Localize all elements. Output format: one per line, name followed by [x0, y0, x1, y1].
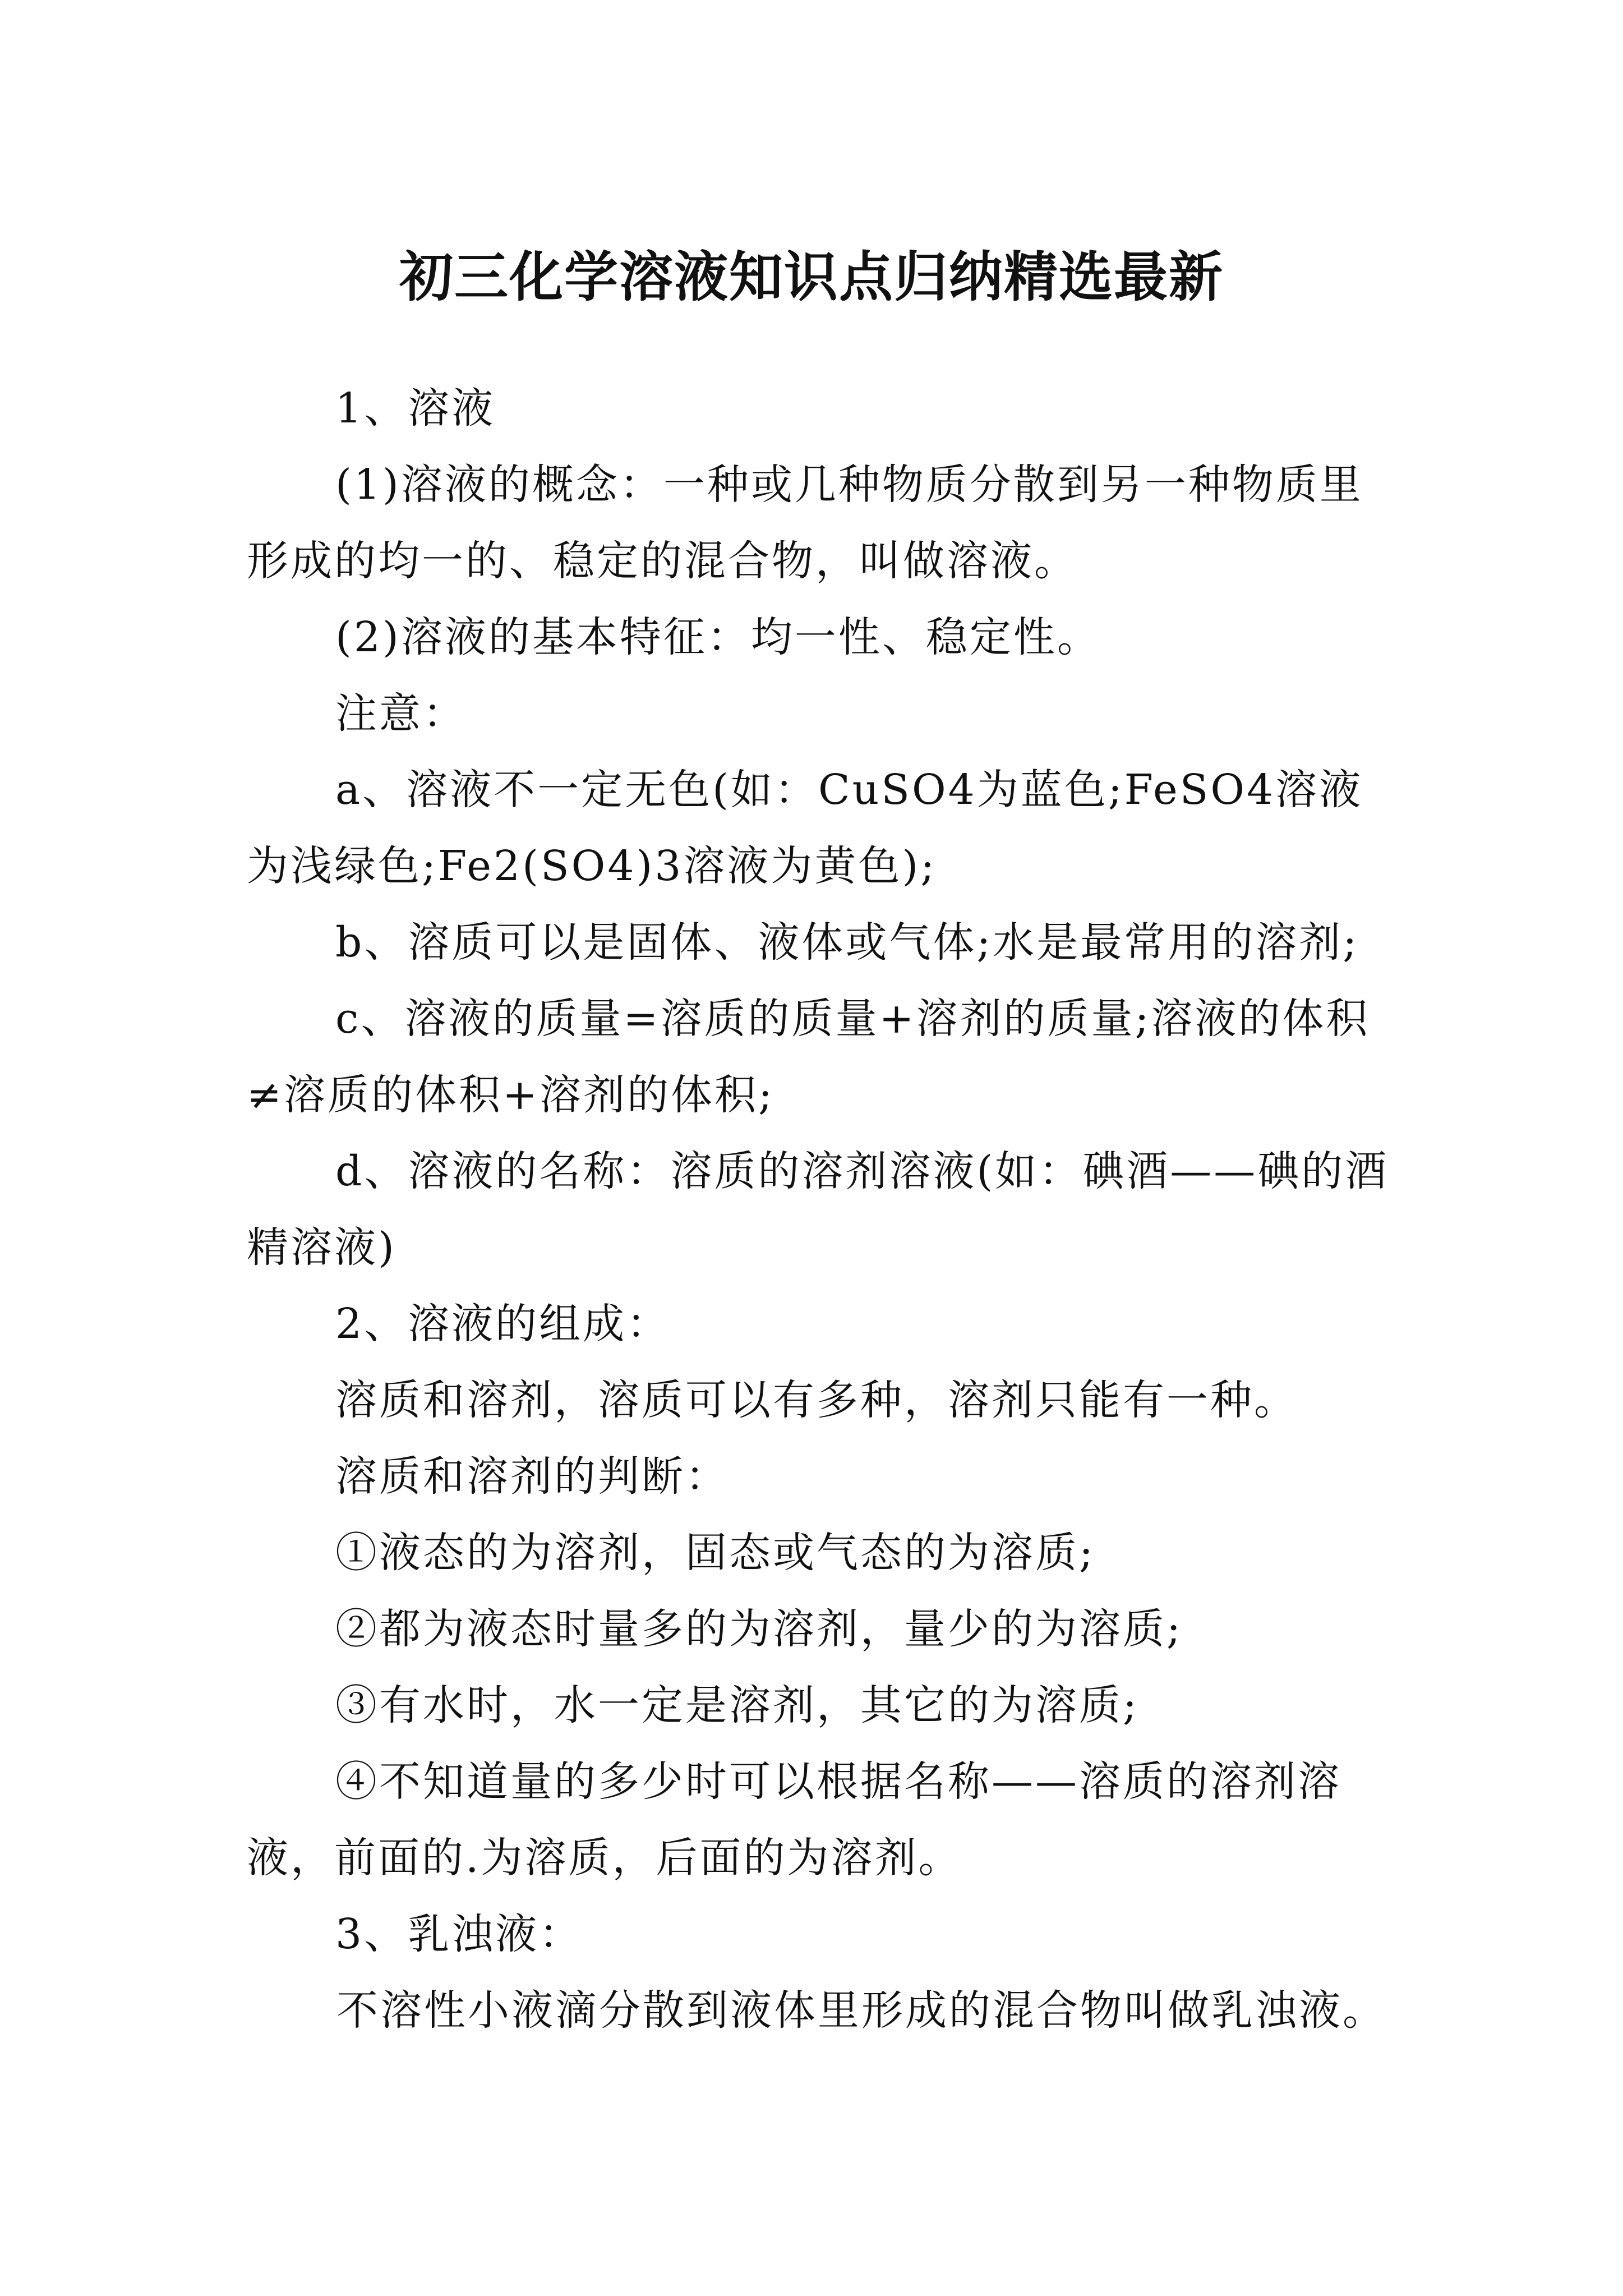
paragraph-note-a: a、溶液不一定无色(如：CuSO4为蓝色;FeSO4溶液为浅绿色;Fe2(SO4)3溶液为黄色);: [247, 766, 1363, 890]
paragraph-solution-features: (2)溶液的基本特征：均一性、稳定性。: [335, 613, 1101, 661]
paragraph-rule-4: ④不知道量的多少时可以根据名称——溶质的溶剂溶液，前面的.为溶质，后面的为溶剂。: [247, 1757, 1341, 1882]
paragraph-note-label: 注意：: [335, 689, 467, 738]
paragraph-heading-3: 3、乳浊液：: [335, 1910, 583, 1958]
paragraph-heading-2: 2、溶液的组成：: [335, 1300, 671, 1348]
paragraph-note-d: d、溶液的名称：溶质的溶剂溶液(如：碘酒——碘的酒精溶液): [247, 1147, 1389, 1272]
paragraph-note-c: c、溶液的质量=溶质的质量+溶剂的质量;溶液的体积≠溶质的体积+溶剂的体积;: [247, 995, 1370, 1119]
paragraph-rule-3: ③有水时，水一定是溶剂，其它的为溶质;: [335, 1681, 1139, 1729]
paragraph-emulsion-definition: 不溶性小液滴分散到液体里形成的混合物叫做乳浊液。: [336, 1986, 1386, 2035]
paragraph-note-b: b、溶质可以是固体、液体或气体;水是最常用的溶剂;: [335, 918, 1359, 967]
paragraph-judgement-label: 溶质和溶剂的判断：: [335, 1452, 729, 1501]
paragraph-rule-2: ②都为液态时量多的为溶剂，量少的为溶质;: [335, 1605, 1183, 1653]
paragraph-solution-concept: (1)溶液的概念：一种或几种物质分散到另一种物质里形成的均一的、稳定的混合物，叫做溶液。: [247, 461, 1363, 585]
paragraph-heading-1: 1、溶液: [335, 384, 496, 432]
paragraph-rule-1: ①液态的为溶剂，固态或气态的为溶质;: [335, 1529, 1095, 1577]
document-body: [247, 370, 1391, 2049]
paragraph-solute-solvent: 溶质和溶剂，溶质可以有多种，溶剂只能有一种。: [335, 1376, 1298, 1424]
document-title: 初三化学溶液知识点归纳精选最新: [399, 245, 1224, 309]
